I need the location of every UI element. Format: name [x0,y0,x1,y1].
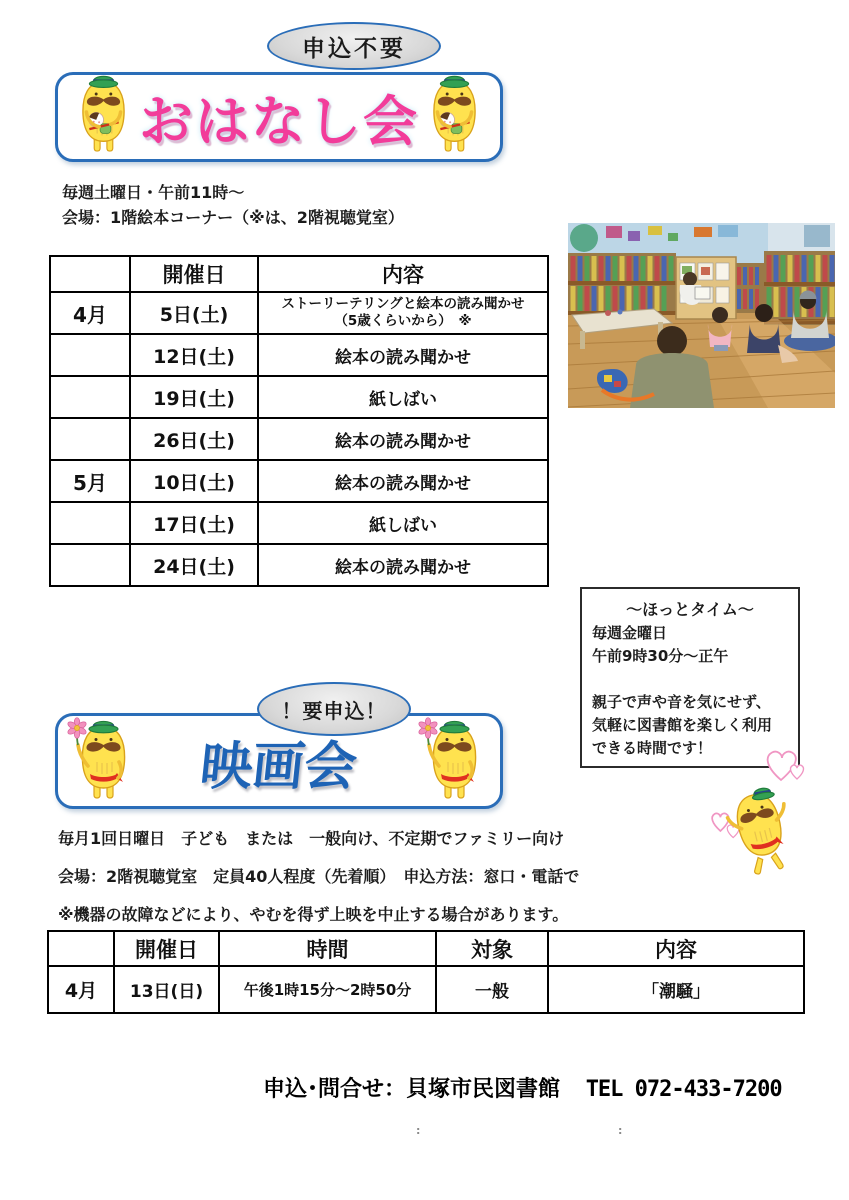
storytime-title-banner [55,72,503,162]
hot-time-line: 毎週金曜日 [592,624,668,642]
table-row [50,292,548,334]
movie-info-line3: ※機器の故障などにより、やむを得ず上映を中止する場合があります。 [58,905,569,924]
cell-date: 19日(土) [130,376,258,418]
header-date: 開催日 [130,256,258,292]
table-row [48,966,804,1013]
application-required-badge-label: ！要申込！ [281,698,387,723]
cell-content: 絵本の読み聞かせ [258,460,548,502]
movie-table-header-row [48,931,804,966]
application-required-badge [257,682,411,736]
cell-month: 4月 [48,966,114,1013]
stray-colon-mark: : [618,1124,623,1137]
table-row [50,502,548,544]
contact-tel: TEL 072-433-7200 [585,1077,782,1102]
cell-month [50,502,130,544]
cell-month [50,418,130,460]
mascot-with-flower-icon [66,714,141,804]
cell-date: 17日(土) [130,502,258,544]
cell-month [50,334,130,376]
movie-info-line2: 会場：2階視聴覚室 定員40人程度（先着順） 申込方法：窓口・電話で [58,867,580,886]
header-month [50,256,130,292]
hot-time-line [592,668,788,691]
cell-month [50,544,130,586]
cell-date: 10日(土) [130,460,258,502]
cell-content: 絵本の読み聞かせ [258,418,548,460]
storytime-title: おはなし会 [139,89,419,153]
cell-date: 12日(土) [130,334,258,376]
contact-line [263,1072,782,1103]
movie-title: 映画会 [197,736,360,797]
contact-label: 申込･問合せ：貝塚市民図書館 [263,1077,561,1102]
table-row [50,334,548,376]
cell-content: 紙しばい [258,502,548,544]
cell-content-line2: （5歳くらいから） ※ [334,313,472,329]
storytime-schedule [62,180,404,230]
hot-time-line: 午前9時30分～正午 [592,647,729,665]
cell-content: 紙しばい [258,376,548,418]
hot-time-line: 気軽に図書館を楽しく利用 [592,716,773,734]
no-application-badge [267,22,441,70]
storytime-schedule-line1: 毎週土曜日・午前11時～ [62,183,245,202]
cell-content: 「潮騒」 [548,966,804,1013]
header-time: 時間 [219,931,436,966]
header-content: 内容 [548,931,804,966]
header-content: 内容 [258,256,548,292]
mascot-with-doll-icon [417,73,492,157]
header-date: 開催日 [114,931,219,966]
cell-content: 絵本の読み聞かせ [258,544,548,586]
storytime-table [49,255,549,587]
cell-date: 24日(土) [130,544,258,586]
stray-colon-mark: : [416,1124,421,1137]
cell-content [258,292,548,334]
hot-time-line: 親子で声や音を気にせず、 [592,693,771,711]
cell-month [50,376,130,418]
movie-info-line1: 毎月1回日曜日 子ども または 一般向け、不定期でファミリー向け [58,829,565,848]
cell-time: 午後1時15分～2時50分 [219,966,436,1013]
storytime-photo [568,223,835,408]
cell-target: 一般 [436,966,548,1013]
table-row [50,544,548,586]
mascot-with-flower-icon [417,714,492,804]
header-target: 対象 [436,931,548,966]
cell-date: 13日(日) [114,966,219,1013]
cell-date: 26日(土) [130,418,258,460]
table-row [50,376,548,418]
table-row [50,418,548,460]
storytime-table-header-row [50,256,548,292]
hot-time-title: ～ほっとタイム～ [626,600,754,619]
cell-month: 4月 [50,292,130,334]
movie-table [47,930,805,1014]
cell-content-line1: ストーリーテリングと絵本の読み聞かせ [281,296,525,312]
cell-month: 5月 [50,460,130,502]
cell-content: 絵本の読み聞かせ [258,334,548,376]
hot-time-line: できる時間です！ [592,739,713,757]
no-application-badge-label: 申込不要 [302,35,406,62]
movie-info [58,820,633,934]
mascot-with-doll-icon [66,73,141,157]
header-month [48,931,114,966]
hot-time-box [580,587,800,768]
table-row [50,460,548,502]
storytime-schedule-line2: 会場：1階絵本コーナー（※は、2階視聴覚室） [62,208,404,227]
dancing-mascot-with-hearts-icon [695,742,830,886]
cell-date: 5日(土) [130,292,258,334]
